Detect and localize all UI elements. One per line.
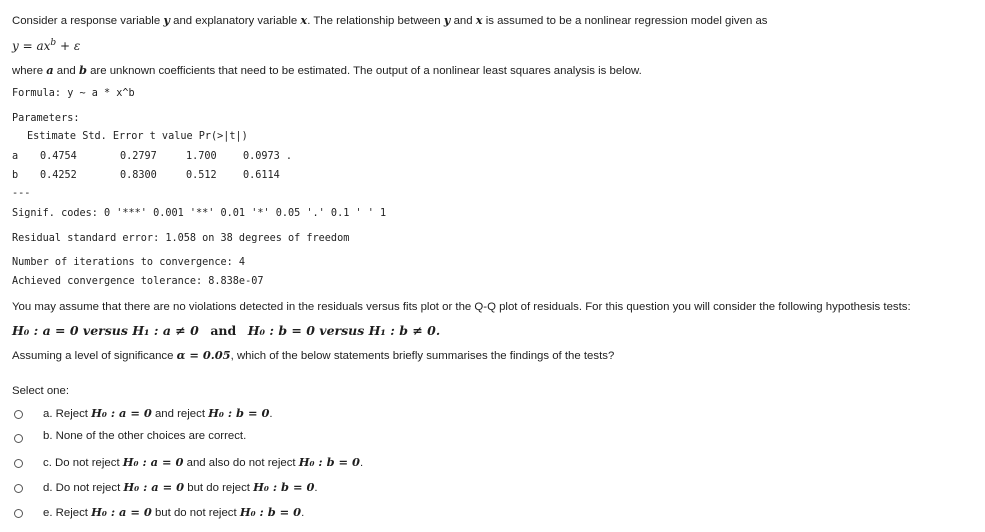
option-hypothesis: H₀ : a = 0 — [123, 480, 185, 494]
coefficients-note — [12, 63, 642, 77]
option-text: . — [359, 457, 364, 469]
option-letter: b. — [43, 430, 53, 442]
var-x: x — [300, 13, 308, 27]
option-a-label[interactable] — [43, 406, 273, 420]
option-b-label[interactable] — [43, 430, 246, 442]
option-text: Reject — [52, 408, 92, 420]
option-text: Do not reject — [51, 457, 123, 469]
option-e-label[interactable] — [43, 505, 304, 519]
parameters-heading: Parameters: — [12, 113, 80, 124]
intro-text: and explanatory variable — [169, 15, 301, 27]
assumption-text: You may assume that there are no violations detected in the residuals versus fits plot or the Q-Q plot of residuals. For this question you will consider the following hypothesis tests: — [12, 301, 911, 313]
option-hypothesis: H₀ : a = 0 — [91, 505, 152, 519]
param-estimate: 0.4754 — [40, 151, 77, 162]
param-name: a — [12, 151, 19, 162]
intro-text: and — [450, 15, 476, 27]
option-text: but do not reject — [151, 507, 240, 519]
model-lhs: y = ax — [12, 39, 51, 53]
option-letter: c. — [43, 457, 52, 469]
param-name: b — [12, 170, 19, 181]
option-text: and reject — [151, 408, 209, 420]
alpha-value: α = 0.05 — [176, 348, 231, 362]
radio-option-e[interactable] — [14, 509, 23, 518]
note-text: and — [53, 65, 79, 77]
var-x: x — [475, 13, 483, 27]
param-stderr: 0.8300 — [120, 170, 157, 181]
model-equation — [12, 38, 80, 53]
hypothesis-b: H₀ : b = 0 versus H₁ : b ≠ 0. — [247, 323, 441, 338]
question-text: , which of the below statements briefly summarises the findings of the tests? — [230, 350, 615, 362]
param-estimate: 0.4252 — [40, 170, 77, 181]
tolerance-line: Achieved convergence tolerance: 8.838e-07 — [12, 276, 264, 287]
var-b: b — [78, 63, 87, 77]
radio-option-c[interactable] — [14, 459, 23, 468]
note-text: are unknown coefficients that need to be estimated. The output of a nonlinear least squares analysis is below. — [86, 65, 642, 77]
signif-codes: Signif. codes: 0 '***' 0.001 '**' 0.01 '*' 0.05 '.' 0.1 ' ' 1 — [12, 208, 387, 219]
option-text: Reject — [52, 507, 92, 519]
question-text: Assuming a level of significance — [12, 350, 177, 362]
var-y: y — [443, 13, 451, 27]
option-text: . — [314, 482, 318, 494]
option-letter: a. — [43, 408, 53, 420]
param-pvalue: 0.6114 — [243, 170, 280, 181]
table-header: Estimate Std. Error t value Pr(>|t|) — [27, 131, 248, 142]
hypothesis-a: H₀ : a = 0 versus H₁ : a ≠ 0 — [12, 323, 199, 338]
option-text: . — [301, 507, 305, 519]
option-hypothesis: H₀ : b = 0 — [239, 505, 302, 519]
note-text: where — [12, 65, 47, 77]
option-hypothesis: H₀ : a = 0 — [91, 406, 152, 420]
option-text: but do reject — [184, 482, 254, 494]
option-d-label[interactable] — [43, 480, 318, 494]
select-one-label: Select one: — [12, 385, 69, 397]
option-c-label[interactable] — [43, 455, 363, 469]
option-text: Do not reject — [52, 482, 124, 494]
param-tvalue: 1.700 — [186, 151, 217, 162]
option-letter: d. — [43, 482, 53, 494]
significance-question — [12, 348, 614, 362]
intro-text: . The relationship between — [307, 15, 444, 27]
var-a: a — [46, 63, 54, 77]
option-text: . — [269, 408, 273, 420]
model-rhs: + ε — [56, 39, 81, 53]
option-hypothesis: H₀ : b = 0 — [208, 406, 270, 420]
residual-error: Residual standard error: 1.058 on 38 degrees of freedom — [12, 233, 350, 244]
intro-text: Consider a response variable — [12, 15, 164, 27]
hypotheses — [12, 323, 440, 338]
var-y: y — [163, 13, 170, 27]
param-stderr: 0.2797 — [120, 151, 157, 162]
option-hypothesis: H₀ : b = 0 — [253, 480, 315, 494]
param-tvalue: 0.512 — [186, 170, 217, 181]
option-text: and also do not reject — [183, 457, 299, 469]
param-pvalue: 0.0973 . — [243, 151, 293, 162]
intro-paragraph — [12, 13, 767, 27]
option-hypothesis: H₀ : a = 0 — [122, 455, 184, 469]
option-text: None of the other choices are correct. — [52, 430, 247, 442]
option-hypothesis: H₀ : b = 0 — [298, 455, 360, 469]
radio-option-d[interactable] — [14, 484, 23, 493]
option-letter: e. — [43, 507, 53, 519]
radio-option-b[interactable] — [14, 434, 23, 443]
hypothesis-and: and — [210, 323, 237, 338]
iterations-line: Number of iterations to convergence: 4 — [12, 257, 246, 268]
intro-text: is assumed to be a nonlinear regression model given as — [482, 15, 768, 27]
radio-option-a[interactable] — [14, 410, 23, 419]
separator-dashes: --- — [12, 188, 31, 199]
model-exponent: b — [50, 38, 57, 48]
formula-line: Formula: y ~ a * x^b — [12, 88, 135, 99]
